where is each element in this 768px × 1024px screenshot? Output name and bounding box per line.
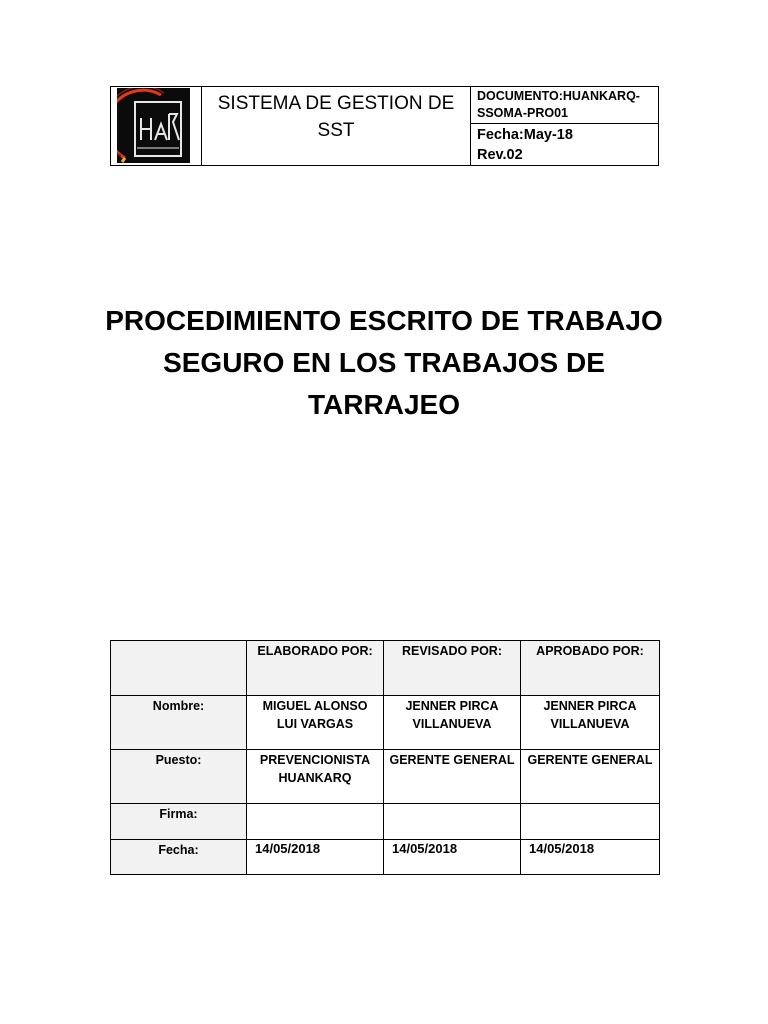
fecha-label: Fecha:May-18	[477, 127, 573, 143]
puesto-aprobado: GERENTE GENERAL	[521, 750, 660, 804]
fecha-elaborado: 14/05/2018	[247, 840, 384, 875]
firma-aprobado	[521, 804, 660, 840]
row-label-puesto: Puesto:	[111, 750, 247, 804]
signature-table	[110, 640, 660, 875]
revision-info	[471, 124, 659, 166]
table-row	[111, 750, 660, 804]
table-row	[111, 804, 660, 840]
system-title: SISTEMA DE GESTION DE SST	[202, 87, 471, 166]
col-revisado: REVISADO POR:	[384, 641, 521, 696]
document-header	[110, 86, 659, 166]
row-label-fecha: Fecha:	[111, 840, 247, 875]
row-label-firma: Firma:	[111, 804, 247, 840]
firma-revisado	[384, 804, 521, 840]
document-code-line2: SSOMA-PRO01	[477, 106, 568, 120]
table-row	[111, 840, 660, 875]
nombre-revisado: JENNER PIRCA VILLANUEVA	[384, 696, 521, 750]
title-line-1: PROCEDIMIENTO ESCRITO DE TRABAJO	[105, 305, 663, 336]
huankarq-logo-icon	[117, 88, 190, 163]
logo-cell	[111, 87, 202, 166]
document-code-line1: DOCUMENTO:HUANKARQ-	[477, 89, 640, 103]
fecha-revisado: 14/05/2018	[384, 840, 521, 875]
table-row	[111, 696, 660, 750]
title-line-3: TARRAJEO	[308, 389, 460, 420]
puesto-revisado: GERENTE GENERAL	[384, 750, 521, 804]
document-code	[471, 87, 659, 124]
nombre-elaborado: MIGUEL ALONSO LUI VARGAS	[247, 696, 384, 750]
nombre-aprobado: JENNER PIRCA VILLANUEVA	[521, 696, 660, 750]
fecha-aprobado: 14/05/2018	[521, 840, 660, 875]
puesto-elaborado: PREVENCIONISTA HUANKARQ	[247, 750, 384, 804]
title-line-2: SEGURO EN LOS TRABAJOS DE	[163, 347, 605, 378]
col-aprobado: APROBADO POR:	[521, 641, 660, 696]
table-row	[111, 641, 660, 696]
col-elaborado: ELABORADO POR:	[247, 641, 384, 696]
document-title	[100, 300, 668, 426]
firma-elaborado	[247, 804, 384, 840]
empty-header-cell	[111, 641, 247, 696]
revision-label: Rev.02	[477, 147, 523, 163]
row-label-nombre: Nombre:	[111, 696, 247, 750]
